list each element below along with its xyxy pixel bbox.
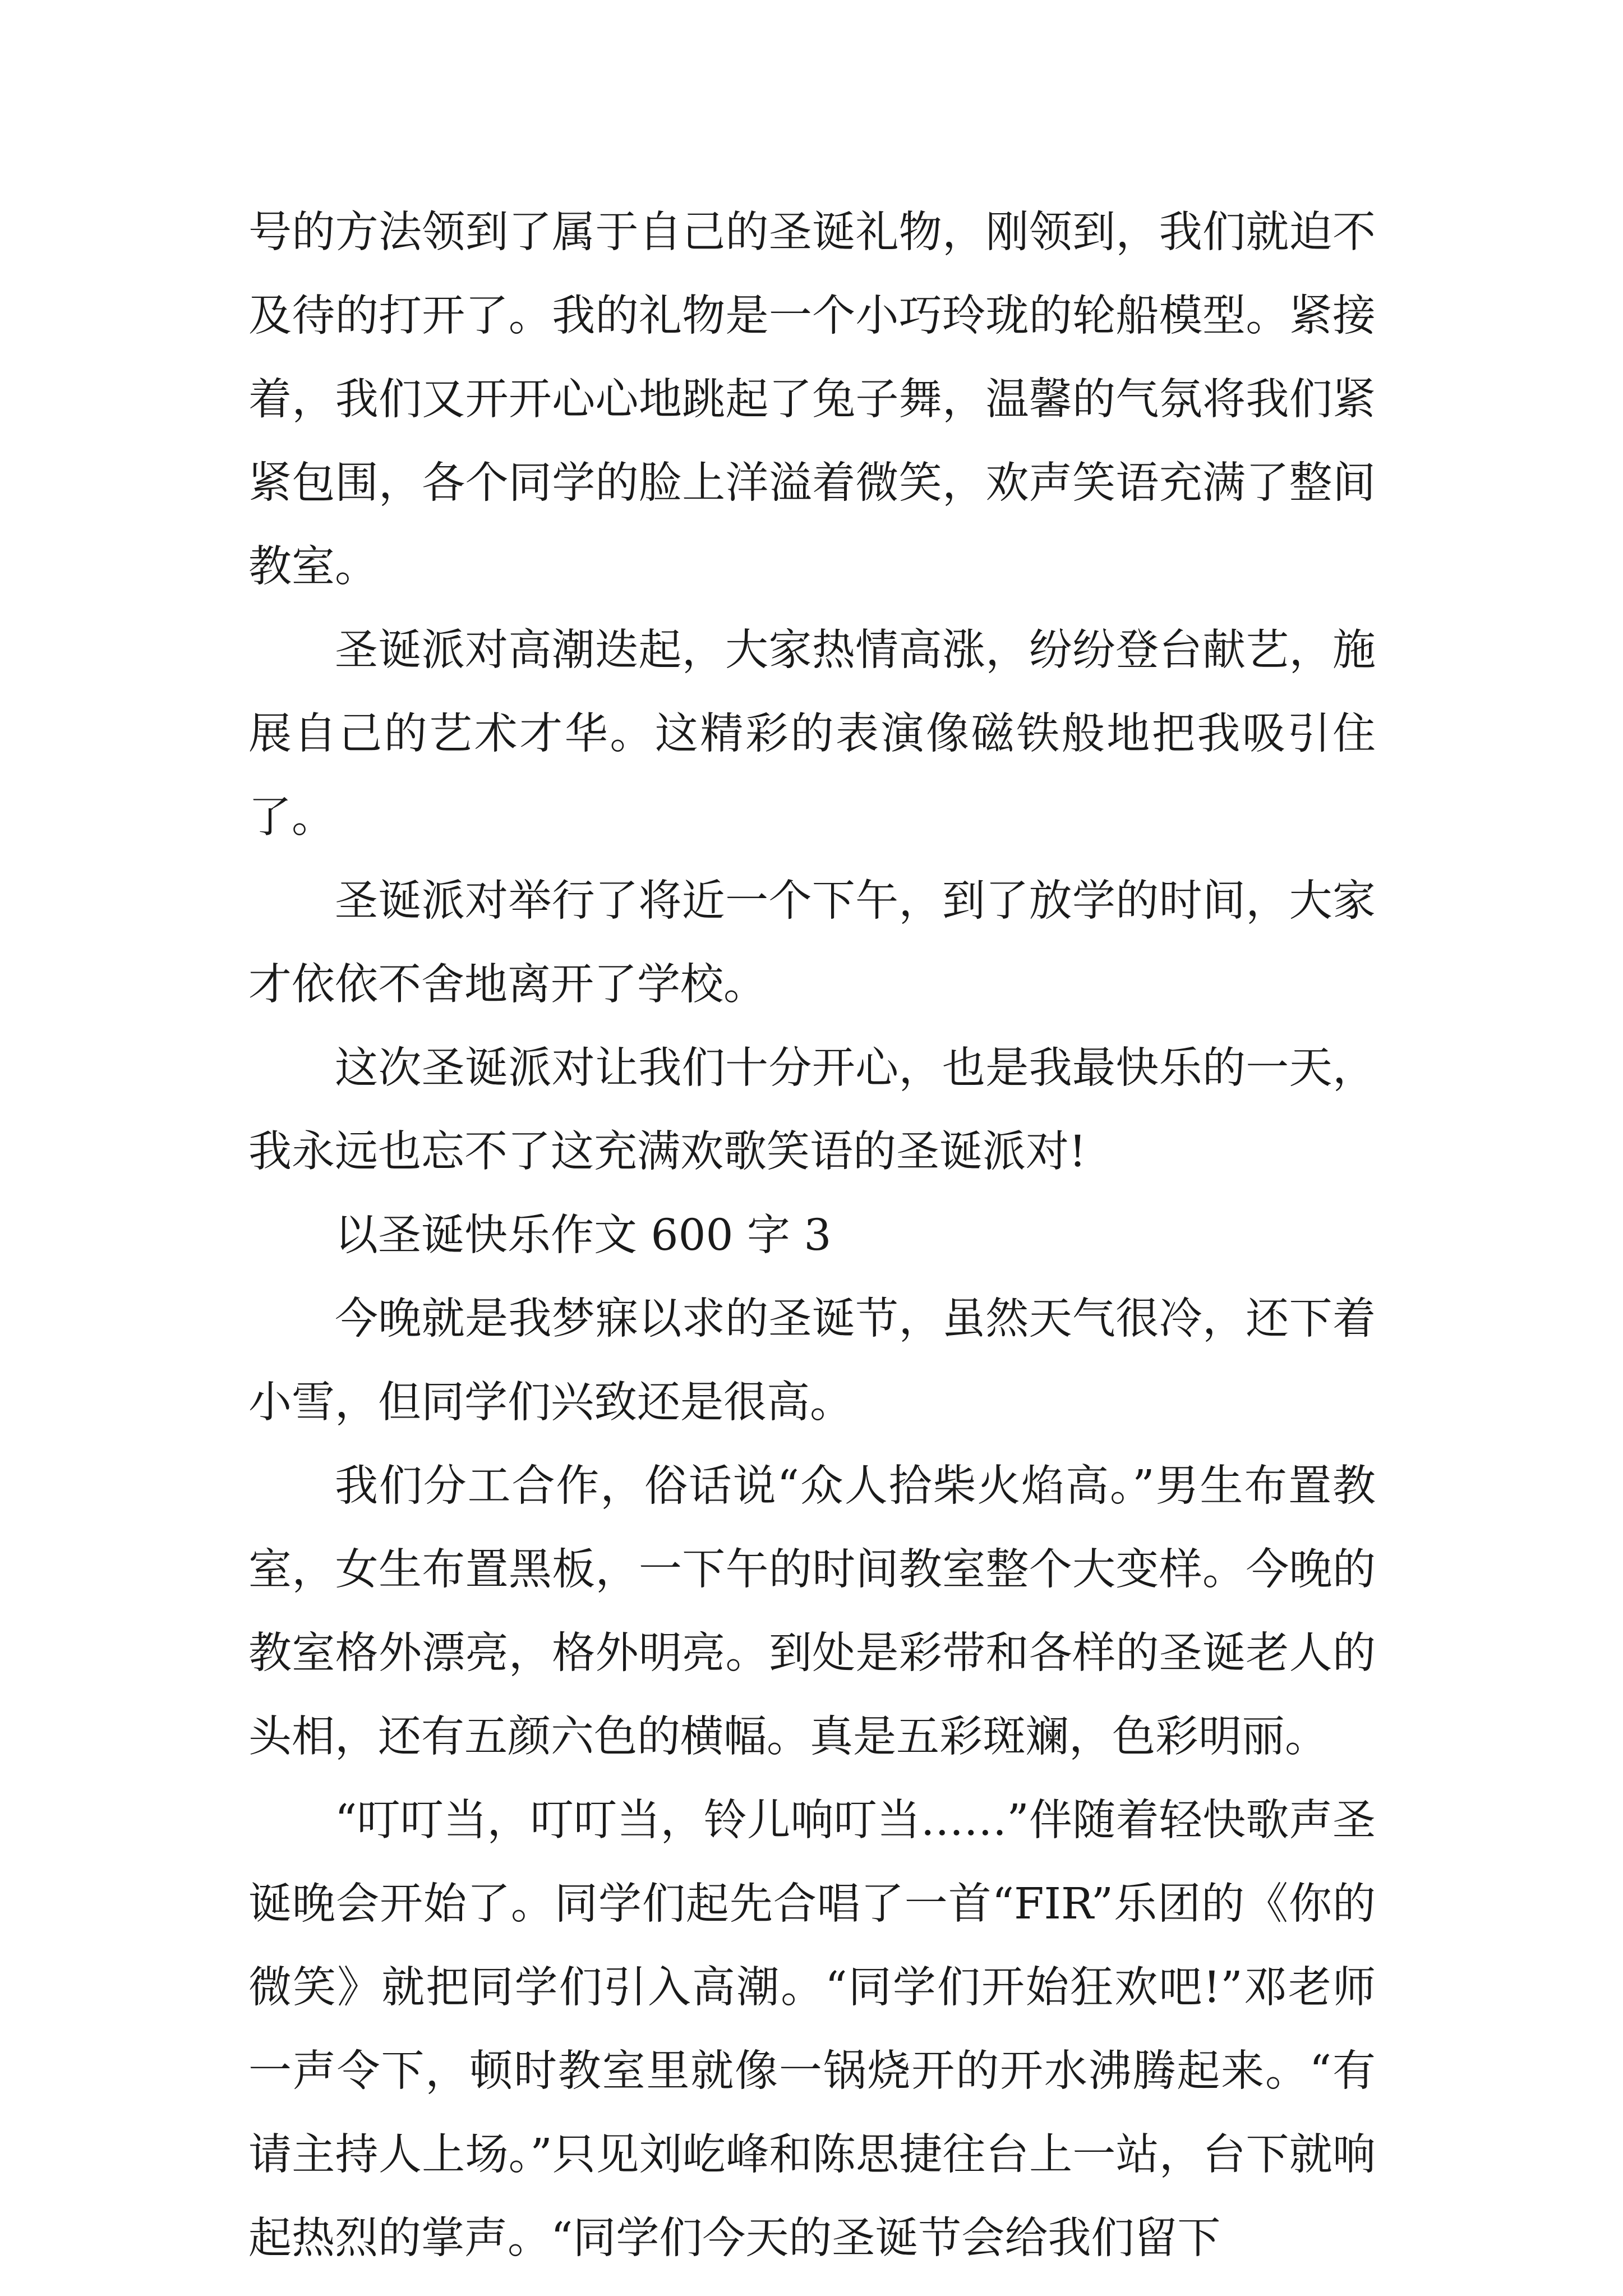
paragraph-2: 圣诞派对高潮迭起，大家热情高涨，纷纷登台献艺，施展自己的艺术才华。这精彩的表演像磁铁般地把我吸引住了。 [248, 625, 1376, 843]
paragraph-6: 我们分工合作，俗话说“众人拾柴火焰高。”男生布置教室，女生布置黑板，一下午的时间教室整个大变样。今晚的教室格外漂亮，格外明亮。到处是彩带和各样的圣诞老人的头相，还有五颜六色的横幅。真是五彩斑斓，色彩明丽。 [248, 1461, 1376, 1762]
paragraph-3: 圣诞派对举行了将近一个下午，到了放学的时间，大家才依依不舍地离开了学校。 [248, 876, 1376, 1010]
paragraph-4: 这次圣诞派对让我们十分开心，也是我最快乐的一天，我永远也忘不了这充满欢歌笑语的圣诞派对! [248, 1043, 1376, 1177]
section-heading: 以圣诞快乐作文 600 字 3 [335, 1211, 832, 1260]
paragraph-7: “叮叮当，叮叮当，铃儿响叮当……”伴随着轻快歌声圣诞晚会开始了。同学们起先合唱了一首“FIR”乐团的《你的微笑》就把同学们引入高潮。“同学们开始狂欢吧!”邓老师一声令下，顿时教室里就像一锅烧开的开水沸腾起来。“有请主持人上场。”只见刘屹峰和陈思捷往台上一站，台下就响起热烈的掌声。“同学们今天的圣诞节会给我们留下 [248, 1796, 1376, 2263]
paragraph-1: 号的方法领到了属于自己的圣诞礼物，刚领到，我们就迫不及待的打开了。我的礼物是一个小巧玲珑的轮船模型。紧接着，我们又开开心心地跳起了兔子舞，温馨的气氛将我们紧紧包围，各个同学的脸上洋溢着微笑，欢声笑语充满了整间教室。 [248, 208, 1376, 592]
paragraph-5: 今晚就是我梦寐以求的圣诞节，虽然天气很冷，还下着小雪，但同学们兴致还是很高。 [248, 1294, 1376, 1428]
document-body [248, 191, 1376, 2280]
